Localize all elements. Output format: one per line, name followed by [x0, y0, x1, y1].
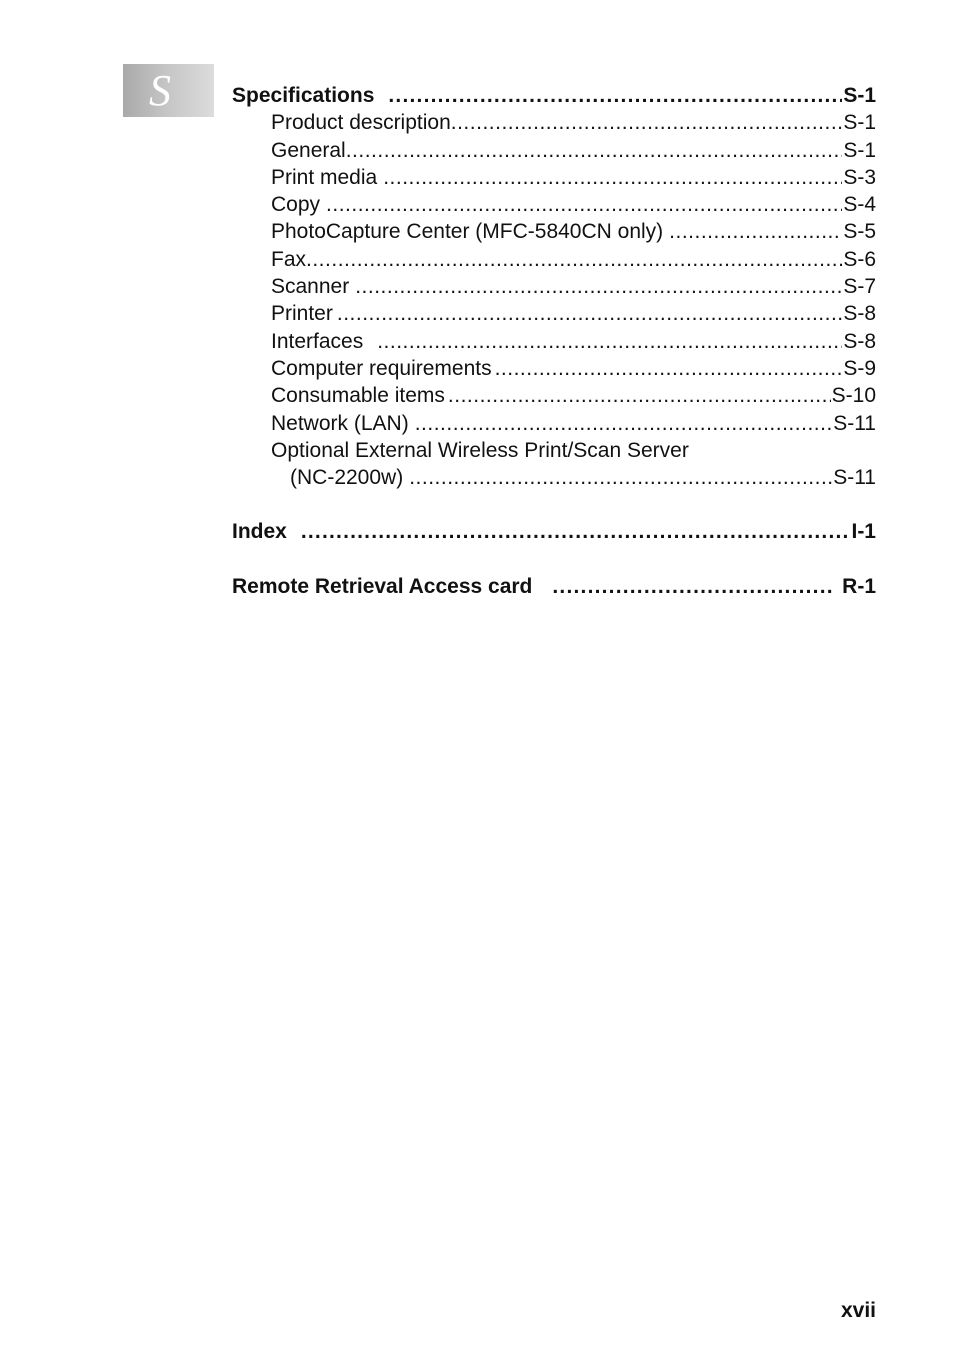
toc-subentry-fax[interactable]	[232, 246, 876, 273]
toc-subentry-page: S-11	[833, 411, 876, 435]
toc-entry-page: R-1	[842, 574, 876, 598]
toc-subentry-page: S-8	[843, 302, 876, 326]
dot-leader	[415, 410, 832, 437]
toc-subentry-title: Consumable items	[271, 384, 445, 408]
toc-subentry-page: S-1	[843, 138, 876, 162]
toc-subentry-page: S-1	[843, 111, 876, 135]
toc-subentry-consumable-items[interactable]	[232, 382, 876, 409]
toc-subentry-page: S-4	[843, 193, 876, 217]
dot-leader	[495, 355, 843, 382]
toc-subentry-copy[interactable]	[232, 191, 876, 218]
toc-subentry-title: General	[271, 138, 346, 162]
chapter-tab	[123, 64, 214, 117]
toc-subentry-page: S-9	[843, 356, 876, 380]
toc-subentry-title: PhotoCapture Center (MFC-5840CN only)	[271, 220, 664, 244]
toc-subentry-title: Interfaces	[271, 329, 364, 353]
toc-subentry-page: S-3	[843, 165, 876, 189]
toc-entry-title: Specifications	[232, 84, 375, 107]
dot-leader	[451, 109, 843, 136]
dot-leader	[377, 328, 842, 355]
dot-leader	[383, 164, 842, 191]
toc-subentry-scanner[interactable]	[232, 273, 876, 300]
toc-subentry-title: Print media	[271, 165, 378, 189]
toc-entry-title: Remote Retrieval Access card	[232, 574, 533, 598]
toc-entry-specifications[interactable]	[232, 82, 876, 109]
dot-leader	[409, 464, 832, 491]
toc-subentry-title: Network (LAN)	[271, 411, 409, 435]
toc-entry-page: I-1	[851, 520, 876, 544]
dot-leader	[326, 191, 842, 218]
dot-leader	[388, 82, 842, 109]
dot-leader	[669, 218, 842, 245]
table-of-contents	[232, 82, 876, 600]
dot-leader	[346, 137, 843, 164]
toc-subentry-product-description[interactable]	[232, 109, 876, 136]
dot-leader	[448, 382, 831, 409]
toc-entry-title: Index	[232, 520, 287, 544]
toc-subentry-page: S-10	[831, 384, 876, 408]
toc-subentry-page: S-5	[843, 220, 876, 244]
page-number: xvii	[840, 1299, 876, 1322]
toc-subentry-wireless-server-continuation[interactable]	[232, 464, 876, 491]
toc-entry-index[interactable]	[232, 518, 876, 545]
toc-subentry-title: Copy	[271, 193, 321, 217]
toc-entry-page: S-1	[843, 84, 876, 107]
toc-subentry-interfaces[interactable]	[232, 328, 876, 355]
toc-subentry-title: Fax	[271, 247, 307, 271]
toc-subentry-computer-requirements[interactable]	[232, 355, 876, 382]
toc-subentry-title: Scanner	[271, 275, 350, 299]
dot-leader	[337, 300, 842, 327]
toc-subentry-general[interactable]	[232, 137, 876, 164]
dot-leader	[306, 246, 842, 273]
toc-subentry-title: Printer	[271, 302, 333, 326]
toc-subentry-title: Optional External Wireless Print/Scan Server	[271, 438, 689, 462]
chapter-tab-letter: S	[149, 66, 171, 115]
dot-leader	[355, 273, 842, 300]
toc-subentry-page: S-8	[843, 329, 876, 353]
toc-subentry-page: S-7	[843, 275, 876, 299]
toc-subentry-photocapture-center[interactable]	[232, 218, 876, 245]
dot-leader	[301, 518, 851, 545]
toc-subentry-wireless-server[interactable]	[232, 437, 876, 464]
toc-subentry-title-continuation: (NC-2200w)	[290, 466, 404, 490]
toc-subentry-title: Computer requirements	[271, 356, 492, 380]
toc-subentry-printer[interactable]	[232, 300, 876, 327]
toc-subentry-title: Product description	[271, 111, 451, 135]
dot-leader	[552, 573, 834, 600]
toc-subentry-page: S-11	[833, 466, 876, 490]
toc-subentry-network-lan[interactable]	[232, 410, 876, 437]
toc-subentry-print-media[interactable]	[232, 164, 876, 191]
toc-entry-remote-retrieval[interactable]	[232, 573, 876, 600]
toc-subentry-page: S-6	[843, 247, 876, 271]
